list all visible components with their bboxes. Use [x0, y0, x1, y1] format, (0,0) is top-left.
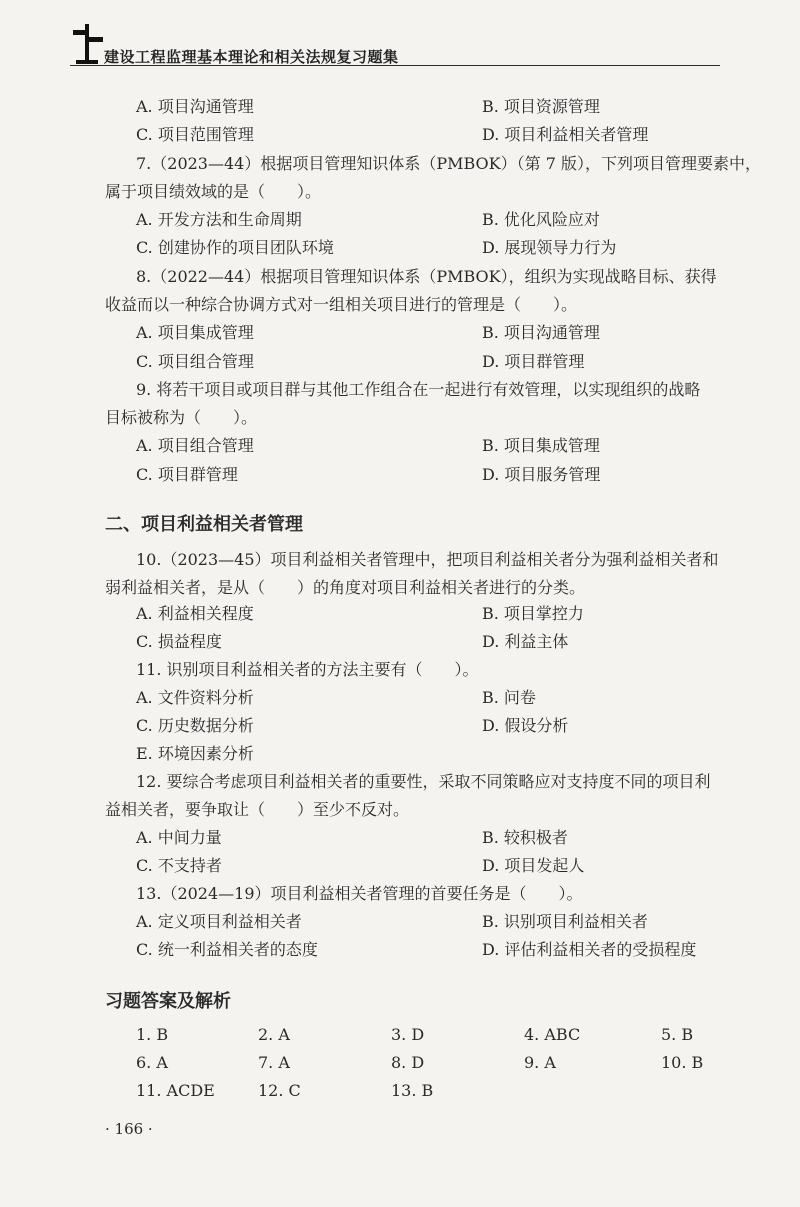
q12-option-d: D. 项目发起人 [482, 856, 585, 875]
q6-option-b: B. 项目资源管理 [482, 97, 600, 116]
q7-option-b: B. 优化风险应对 [482, 210, 600, 229]
page-number: · 166 · [105, 1120, 153, 1138]
q7-stem-line2: 属于项目绩效域的是（ ）。 [105, 182, 322, 201]
q7-option-c: C. 创建协作的项目团队环境 [136, 238, 334, 257]
answer-item: 7. A [258, 1053, 290, 1072]
answer-item: 8. D [391, 1053, 425, 1072]
q11-option-e: E. 环境因素分析 [136, 744, 254, 763]
q11-stem-line1: 11. 识别项目利益相关者的方法主要有（ ）。 [136, 660, 479, 679]
q13-option-c: C. 统一利益相关者的态度 [136, 940, 318, 959]
answer-item: 1. B [136, 1025, 169, 1044]
q13-option-d: D. 评估利益相关者的受损程度 [482, 940, 697, 959]
q7-stem-line1: 7.（2023—44）根据项目管理知识体系（PMBOK）（第 7 版），下列项目管理要素中， [136, 154, 761, 173]
q12-stem-line1: 12. 要综合考虑项目利益相关者的重要性，采取不同策略应对支持度不同的项目利 [136, 772, 711, 791]
q12-option-b: B. 较积极者 [482, 828, 568, 847]
q8-option-c: C. 项目组合管理 [136, 352, 254, 371]
q8-option-a: A. 项目集成管理 [136, 323, 254, 342]
q6-option-c: C. 项目范围管理 [136, 125, 254, 144]
q10-stem-line2: 弱利益相关者，是从（ ）的角度对项目利益相关者进行的分类。 [105, 578, 586, 597]
q11-option-c: C. 历史数据分析 [136, 716, 254, 735]
q9-option-a: A. 项目组合管理 [136, 436, 254, 455]
answer-item: 10. B [661, 1053, 704, 1072]
q13-option-a: A. 定义项目利益相关者 [136, 912, 302, 931]
q9-option-b: B. 项目集成管理 [482, 436, 600, 455]
q11-option-a: A. 文件资料分析 [136, 688, 254, 707]
q6-option-a: A. 项目沟通管理 [136, 97, 254, 116]
q10-option-d: D. 利益主体 [482, 632, 569, 651]
q10-stem-line1: 10.（2023—45）项目利益相关者管理中，把项目利益相关者分为强利益相关者和 [136, 550, 719, 569]
answer-item: 11. ACDE [136, 1081, 215, 1100]
answer-item: 4. ABC [524, 1025, 581, 1044]
q9-stem-line1: 9. 将若干项目或项目群与其他工作组合在一起进行有效管理，以实现组织的战略 [136, 380, 701, 399]
answer-item: 9. A [524, 1053, 556, 1072]
q8-option-d: D. 项目群管理 [482, 352, 585, 371]
answers-heading: 习题答案及解析 [105, 991, 231, 1012]
answer-item: 5. B [661, 1025, 694, 1044]
q12-option-a: A. 中间力量 [136, 828, 222, 847]
answer-item: 12. C [258, 1081, 301, 1100]
running-header-title: 建设工程监理基本理论和相关法规复习题集 [104, 48, 399, 66]
q9-stem-line2: 目标被称为（ ）。 [105, 408, 258, 427]
q8-option-b: B. 项目沟通管理 [482, 323, 600, 342]
q7-option-a: A. 开发方法和生命周期 [136, 210, 302, 229]
q7-option-d: D. 展现领导力行为 [482, 238, 617, 257]
section-heading: 二、项目利益相关者管理 [105, 514, 303, 535]
q6-option-d: D. 项目利益相关者管理 [482, 125, 649, 144]
q8-stem-line2: 收益而以一种综合协调方式对一组相关项目进行的管理是（ ）。 [105, 295, 578, 314]
q12-option-c: C. 不支持者 [136, 856, 222, 875]
q12-stem-line2: 益相关者，要争取让（ ）至少不反对。 [105, 800, 410, 819]
q9-option-c: C. 项目群管理 [136, 465, 238, 484]
q13-stem-line1: 13.（2024—19）项目利益相关者管理的首要任务是（ ）。 [136, 884, 583, 903]
q8-stem-line1: 8.（2022—44）根据项目管理知识体系（PMBOK），组织为实现战略目标、获得 [136, 267, 717, 286]
answer-item: 13. B [391, 1081, 434, 1100]
q13-option-b: B. 识别项目利益相关者 [482, 912, 648, 931]
q11-option-b: B. 问卷 [482, 688, 536, 707]
q9-option-d: D. 项目服务管理 [482, 465, 601, 484]
q11-option-d: D. 假设分析 [482, 716, 569, 735]
q10-option-a: A. 利益相关程度 [136, 604, 254, 623]
answer-item: 2. A [258, 1025, 290, 1044]
answer-item: 3. D [391, 1025, 425, 1044]
answer-item: 6. A [136, 1053, 168, 1072]
q10-option-c: C. 损益程度 [136, 632, 222, 651]
q10-option-b: B. 项目掌控力 [482, 604, 584, 623]
